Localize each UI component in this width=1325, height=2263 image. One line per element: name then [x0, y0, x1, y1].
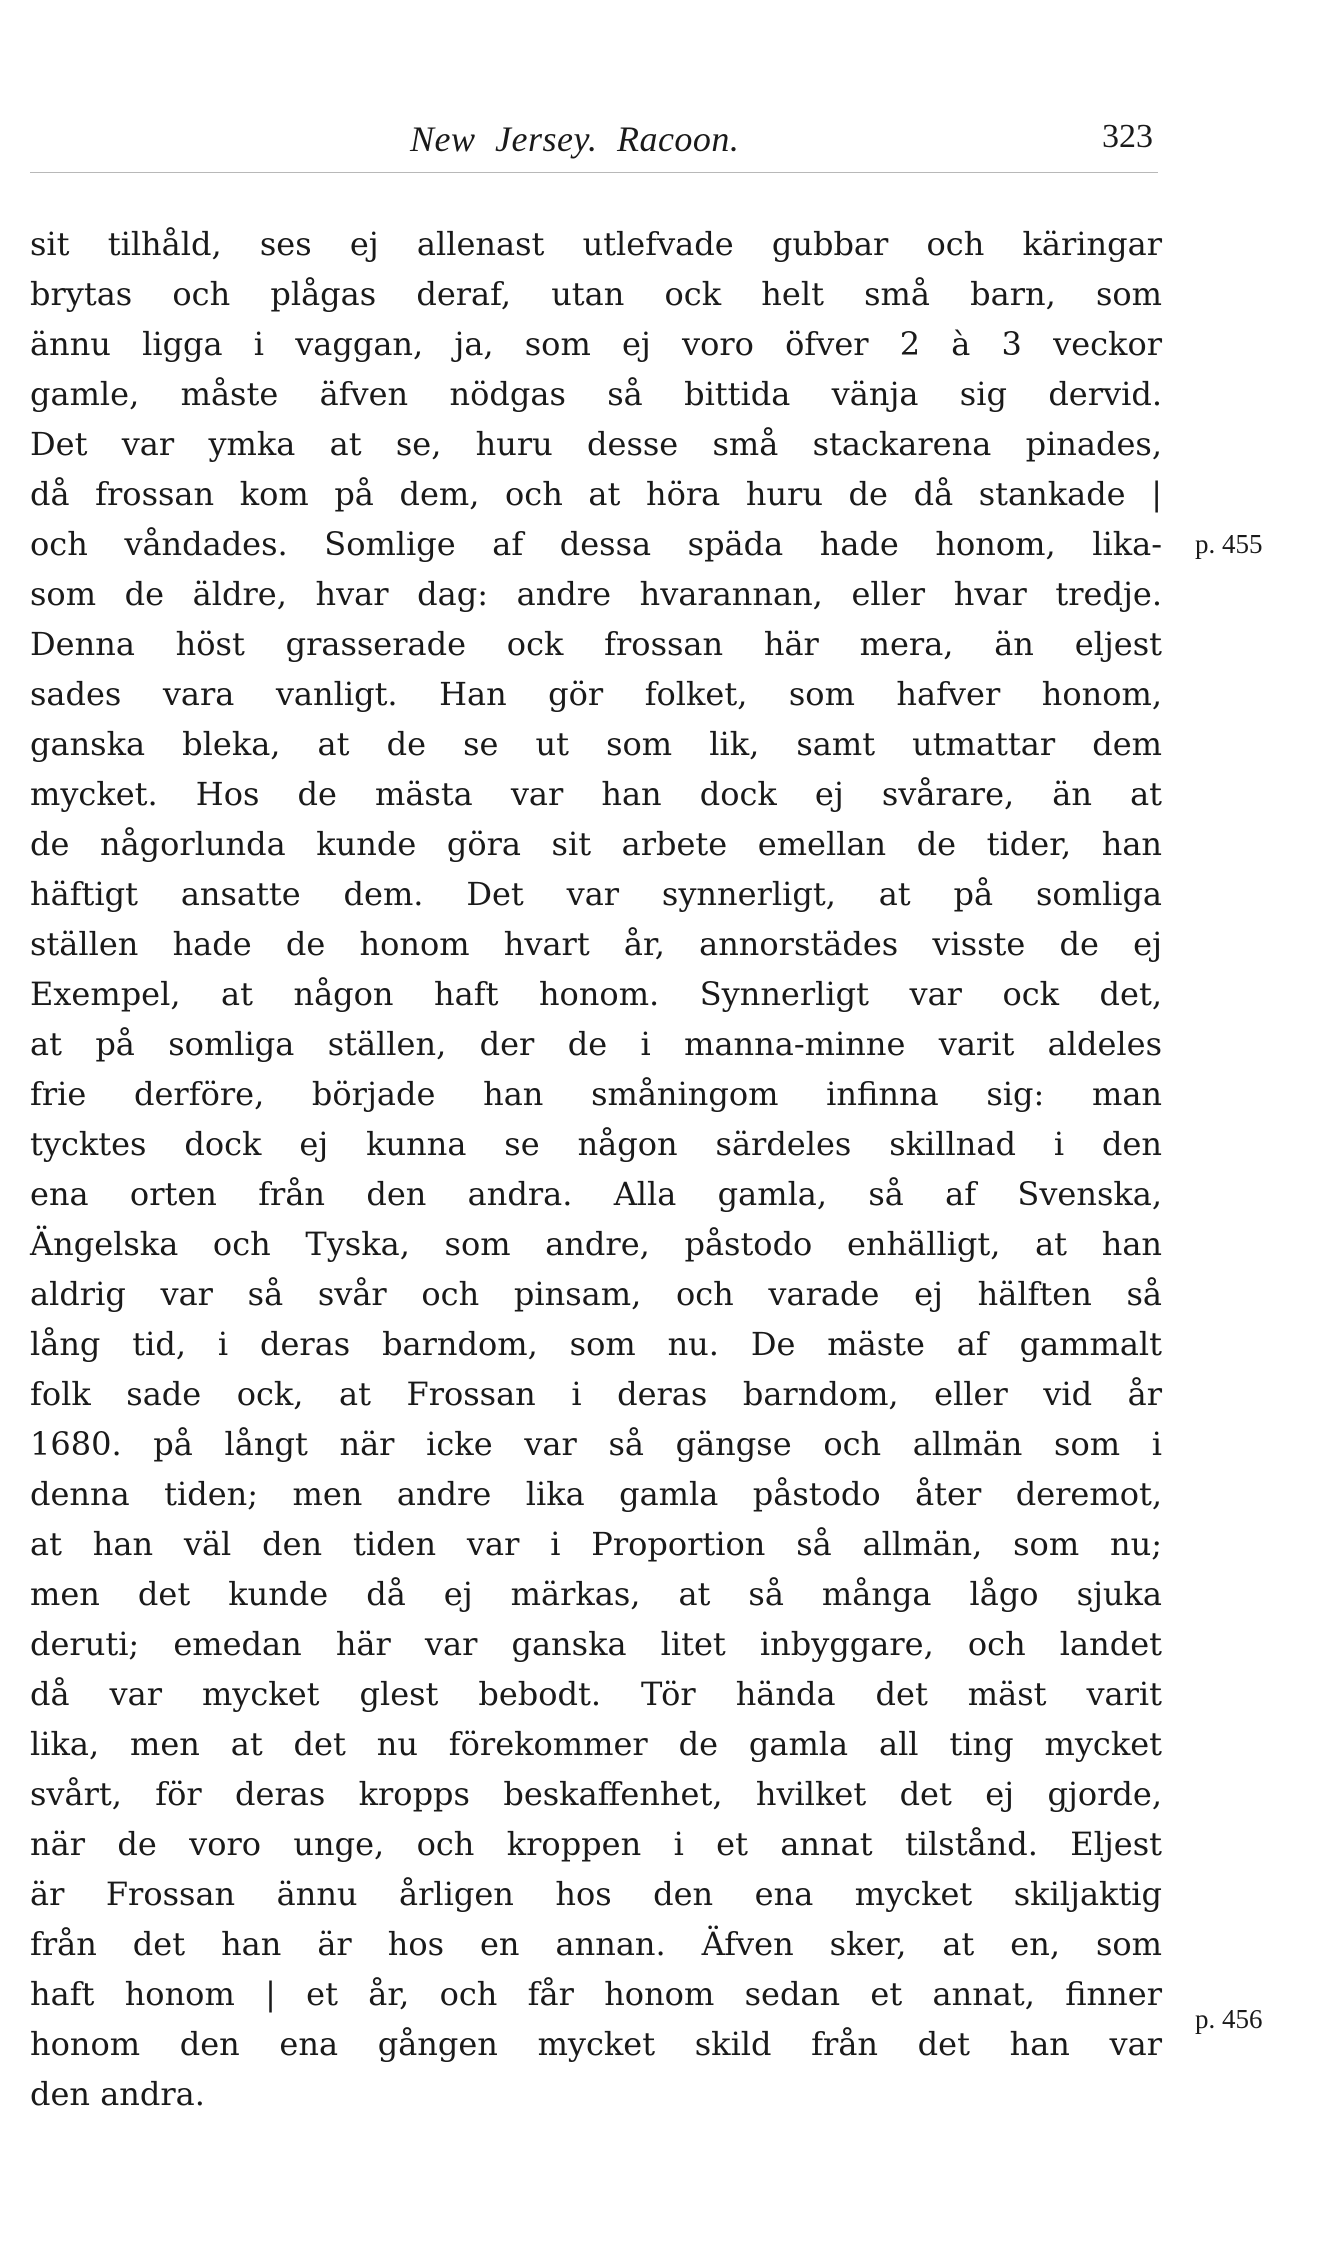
text-line: lika, men at det nu förekommer de gamla all ting mycket [30, 1725, 1162, 1763]
running-head: New Jersey. Racoon. [410, 119, 740, 159]
text-line: från det han är hos en annan. Äfven sker, at en, som [30, 1925, 1162, 1963]
text-line: ena orten från den andra. Alla gamla, så af Svenska, [30, 1175, 1162, 1213]
text-line: gamle, måste äfven nödgas så bittida vänja sig dervid. [30, 375, 1162, 413]
text-line: ännu ligga i vaggan, ja, som ej voro öfver 2 à 3 veckor [30, 325, 1162, 363]
text-line: aldrig var så svår och pinsam, och varade ej hälften så [30, 1275, 1162, 1313]
text-line: då var mycket glest bebodt. Tör hända det mäst varit [30, 1675, 1162, 1713]
text-line: när de voro unge, och kroppen i et annat tilstånd. Eljest [30, 1825, 1162, 1863]
text-line: Det var ymka at se, huru desse små stackarena pinades, [30, 425, 1162, 463]
text-line: svårt, för deras kropps beskaffenhet, hvilket det ej gjorde, [30, 1775, 1162, 1813]
text-line: häftigt ansatte dem. Det var synnerligt, at på somliga [30, 875, 1162, 913]
text-line: sades vara vanligt. Han gör folket, som hafver honom, [30, 675, 1162, 713]
text-line: Ängelska och Tyska, som andre, påstodo enhälligt, at han [30, 1225, 1162, 1263]
margin-page-reference: p. 456 [1195, 2004, 1263, 2034]
header-rule [30, 172, 1158, 173]
text-line: mycket. Hos de mästa var han dock ej svårare, än at [30, 775, 1162, 813]
text-line: ställen hade de honom hvart år, annorstädes visste de ej [30, 925, 1162, 963]
text-line: tycktes dock ej kunna se någon särdeles skillnad i den [30, 1125, 1162, 1163]
text-line: deruti; emedan här var ganska litet inbyggare, och landet [30, 1625, 1162, 1663]
text-line: ganska bleka, at de se ut som lik, samt utmattar dem [30, 725, 1162, 763]
text-line: då frossan kom på dem, och at höra huru de då stankade | [30, 475, 1162, 513]
page-number: 323 [1102, 118, 1153, 155]
text-line: är Frossan ännu årligen hos den ena mycket skiljaktig [30, 1875, 1162, 1913]
text-line: som de äldre, hvar dag: andre hvarannan, eller hvar tredje. [30, 575, 1162, 613]
text-line: och våndades. Somlige af dessa späda hade honom, lika- [30, 525, 1162, 563]
text-line: haft honom | et år, och får honom sedan et annat, finner [30, 1975, 1162, 2013]
text-line: Exempel, at någon haft honom. Synnerligt var ock det, [30, 975, 1162, 1013]
text-line: denna tiden; men andre lika gamla påstodo åter deremot, [30, 1475, 1162, 1513]
text-line: men det kunde då ej märkas, at så många lågo sjuka [30, 1575, 1162, 1613]
text-line: honom den ena gången mycket skild från det han var [30, 2025, 1162, 2063]
text-line: sit tilhåld, ses ej allenast utlefvade gubbar och käringar [30, 225, 1162, 263]
text-line: de någorlunda kunde göra sit arbete emellan de tider, han [30, 825, 1162, 863]
text-line: den andra. [30, 2075, 205, 2113]
margin-page-reference: p. 455 [1195, 529, 1263, 559]
text-line: brytas och plågas deraf, utan ock helt små barn, som [30, 275, 1162, 313]
text-line: folk sade ock, at Frossan i deras barndom, eller vid år [30, 1375, 1162, 1413]
text-line: frie derföre, började han småningom infinna sig: man [30, 1075, 1162, 1113]
text-line: Denna höst grasserade ock frossan här mera, än eljest [30, 625, 1162, 663]
text-line: at han väl den tiden var i Proportion så allmän, som nu; [30, 1525, 1162, 1563]
text-line: lång tid, i deras barndom, som nu. De mäste af gammalt [30, 1325, 1162, 1363]
text-line: at på somliga ställen, der de i manna-minne varit aldeles [30, 1025, 1162, 1063]
text-line: 1680. på långt när icke var så gängse och allmän som i [30, 1425, 1162, 1463]
